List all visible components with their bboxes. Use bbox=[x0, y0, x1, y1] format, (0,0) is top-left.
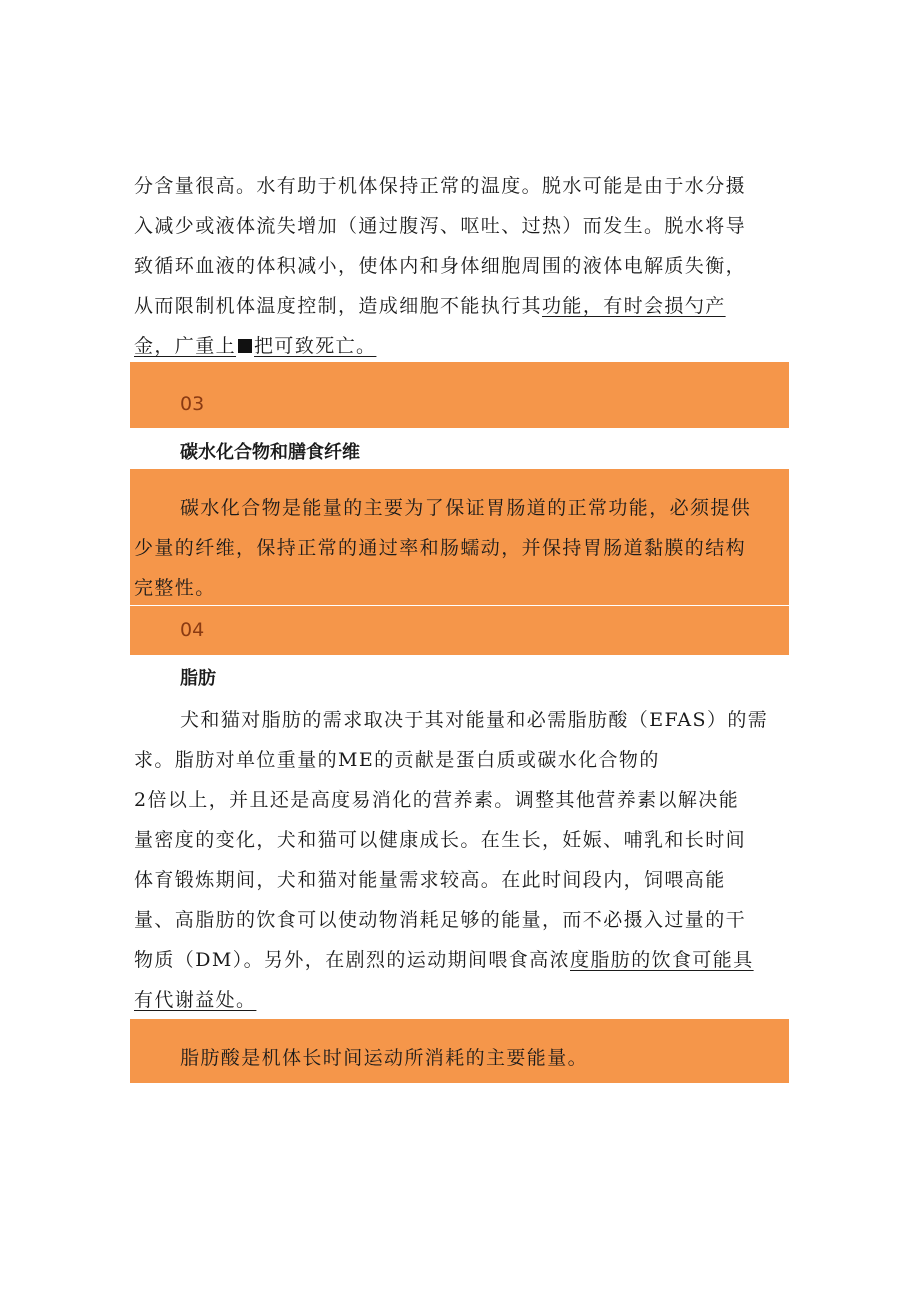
paragraph-line: 求。脂肪对单位重量的ME的贡献是蛋白质或碳水化合物的 bbox=[134, 749, 660, 771]
underlined-text: 功能，有时会损勺产 bbox=[542, 295, 726, 317]
section-title: 碳水化合物和膳食纤维 bbox=[180, 442, 360, 463]
black-square-icon bbox=[238, 339, 252, 353]
section-number-band bbox=[130, 362, 789, 428]
paragraph-line bbox=[134, 294, 726, 318]
paragraph-line: 致循环血液的体积减小，使体内和身体细胞周围的液体电解质失衡， bbox=[134, 255, 747, 277]
paragraph-line bbox=[134, 334, 376, 358]
paragraph-line: 有代谢益处。 bbox=[134, 989, 257, 1011]
text-span: 把可致死亡。 bbox=[254, 335, 377, 357]
section-number: 04 bbox=[180, 619, 205, 641]
paragraph-line: 量、高脂肪的饮食可以使动物消耗足够的能量，而不必摄入过量的干 bbox=[134, 909, 747, 931]
section-number-band bbox=[130, 606, 789, 655]
paragraph-line: 少量的纤维，保持正常的通过率和肠蠕动，并保持胃肠道黏膜的结构 bbox=[134, 537, 747, 559]
paragraph-line: 犬和猫对脂肪的需求取决于其对能量和必需脂肪酸（EFAS）的需 bbox=[180, 709, 769, 731]
paragraph-line: 量密度的变化，犬和猫可以健康成长。在生长，妊娠、哺乳和长时间 bbox=[134, 829, 747, 851]
paragraph-line: 完整性。 bbox=[134, 577, 216, 599]
section-title: 脂肪 bbox=[180, 668, 216, 689]
paragraph-line: 分含量很高。水有助于机体保持正常的温度。脱水可能是由于水分摄 bbox=[134, 175, 747, 197]
paragraph-line bbox=[134, 948, 754, 972]
text-span: 金，广重上 bbox=[134, 335, 237, 357]
section-number: 03 bbox=[180, 393, 205, 415]
underlined-text: 度脂肪的饮食可能具 bbox=[570, 949, 754, 971]
paragraph-line: 入减少或液体流失增加（通过腹泻、呕吐、过热）而发生。脱水将导 bbox=[134, 215, 747, 237]
text-span: 物质（DM）。另外，在剧烈的运动期间喂食高浓 bbox=[134, 949, 570, 971]
paragraph-line: 碳水化合物是能量的主要为了保证胃肠道的正常功能，必须提供 bbox=[180, 497, 752, 519]
paragraph-line: 体育锻炼期间，犬和猫对能量需求较高。在此时间段内，饲喂高能 bbox=[134, 869, 726, 891]
paragraph-line: 2倍以上，并且还是高度易消化的营养素。调整其他营养素以解决能 bbox=[134, 789, 740, 811]
highlight-note: 脂肪酸是机体长时间运动所消耗的主要能量。 bbox=[180, 1047, 589, 1069]
text-span: 从而限制机体温度控制，造成细胞不能执行其 bbox=[134, 295, 543, 317]
